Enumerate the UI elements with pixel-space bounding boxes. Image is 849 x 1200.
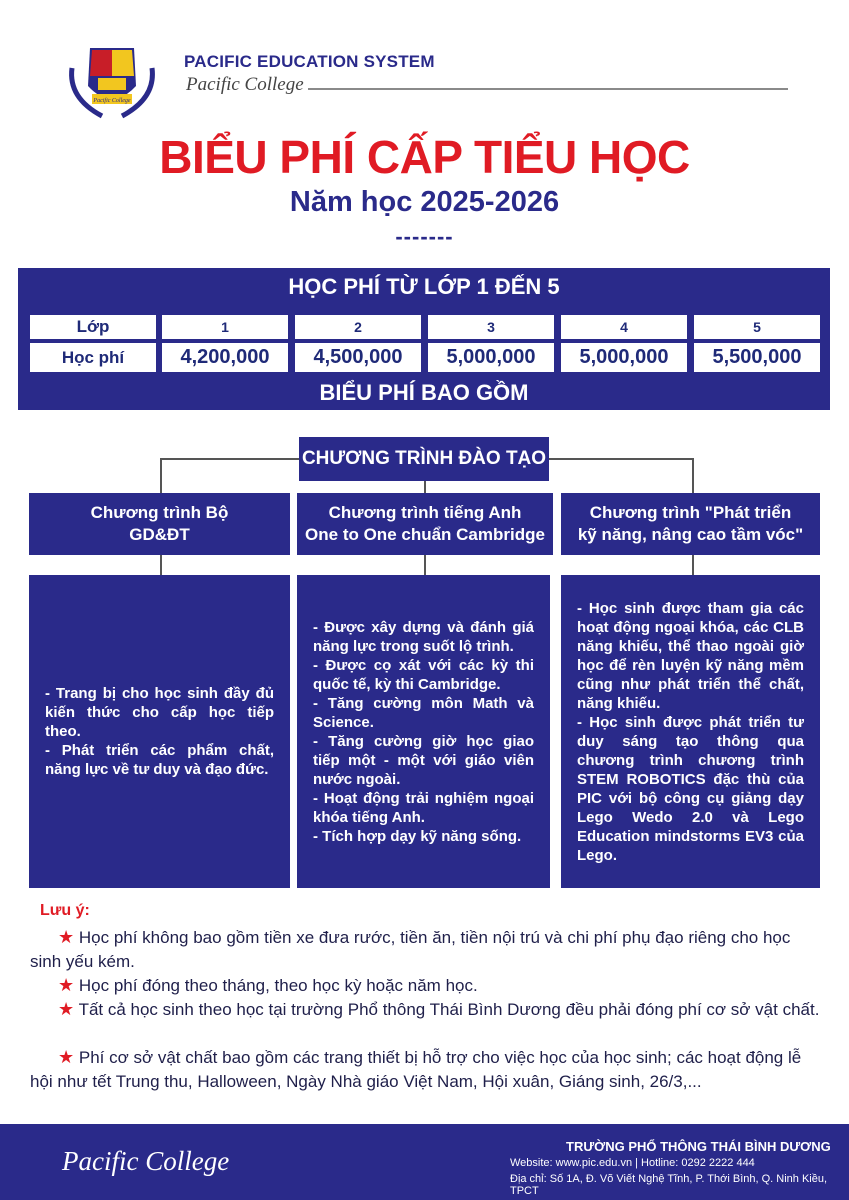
note-item: [30, 997, 825, 1022]
program-title: CHƯƠNG TRÌNH ĐÀO TẠO: [299, 437, 549, 481]
tree-connector: [424, 555, 426, 575]
title-divider: -------: [395, 224, 454, 249]
tuition-table: [18, 305, 830, 376]
column-title-moet: [29, 493, 290, 555]
column-body-moet: [29, 575, 290, 888]
fee-cell: 4,500,000: [295, 343, 421, 372]
footer-contact: Website: www.pic.edu.vn | Hotline: 0292 2222 444: [510, 1157, 755, 1169]
grade-cell: 2: [295, 315, 421, 339]
note-item: [30, 973, 825, 998]
grade-cell: 1: [162, 315, 288, 339]
tree-connector: [692, 458, 694, 493]
column-body-skills: [561, 575, 820, 888]
note-text: Học phí đóng theo tháng, theo học kỳ hoặc năm học.: [78, 976, 478, 995]
grade-cell: 3: [428, 315, 554, 339]
star-icon: ★: [58, 975, 75, 995]
note-text: Tất cả học sinh theo học tại trường Phổ thông Thái Bình Dương đều phải đóng phí cơ sở vật chất.: [78, 1000, 820, 1019]
column-title-text: Chương trình tiếng Anh One to One chuẩn Cambridge: [305, 503, 545, 544]
logo-caption: Pacific College: [93, 98, 131, 104]
footer-school-name: TRƯỜNG PHỔ THÔNG THÁI BÌNH DƯƠNG: [566, 1139, 831, 1154]
star-icon: ★: [58, 927, 75, 947]
brand-name: PACIFIC EDUCATION SYSTEM: [184, 52, 435, 71]
column-title-text: Chương trình Bộ GD&ĐT: [90, 503, 229, 544]
header-divider: [308, 88, 788, 90]
column-title-english: [297, 493, 553, 555]
tree-connector: [160, 458, 162, 493]
fee-cell: 5,500,000: [694, 343, 820, 372]
grade-cell: 4: [561, 315, 687, 339]
note-text: Phí cơ sở vật chất bao gồm các trang thiết bị hỗ trợ cho việc học của học sinh; các hoạt động lễ hội như tết Trung thu, Halloween, Ngày Nhà giáo Việt Nam, Hội xuân, Giáng sinh, 26/3,...: [30, 1048, 802, 1091]
note-item: [30, 925, 825, 974]
column-body-text: - Được xây dựng và đánh giá năng lực trong suốt lộ trình. - Được cọ xát với các kỳ thi quốc tế, kỳ thi Cambridge. - Tăng cường môn Math và Science. - Tăng cường giờ học giao tiếp một - một với giáo viên nước ngoài. - Hoạt động trải nghiệm ngoại khóa tiếng Anh. - Tích hợp dạy kỹ năng sống.: [313, 618, 534, 845]
tuition-heading: HỌC PHÍ TỪ LỚP 1 ĐẾN 5: [18, 268, 830, 305]
notes-label: Lưu ý:: [40, 902, 90, 919]
brand-college: Pacific College: [186, 74, 304, 95]
footer-college: Pacific College: [62, 1146, 230, 1176]
tree-connector: [692, 555, 694, 575]
tree-connector: [160, 555, 162, 575]
page-title: BIỂU PHÍ CẤP TIỂU HỌC: [159, 131, 690, 183]
column-title-text: Chương trình "Phát triển kỹ năng, nâng cao tầm vóc": [577, 503, 804, 544]
fee-cell: 4,200,000: [162, 343, 288, 372]
star-icon: ★: [58, 1047, 75, 1067]
school-logo: [62, 38, 162, 122]
star-icon: ★: [58, 999, 75, 1019]
fee-label: Học phí: [30, 343, 156, 372]
grade-label: Lớp: [30, 315, 156, 339]
column-body-text: - Trang bị cho học sinh đầy đủ kiến thức cho cấp học tiếp theo. - Phát triển các phẩm chất, năng lực về tư duy và đạo đức.: [45, 685, 274, 778]
fee-cell: 5,000,000: [561, 343, 687, 372]
column-body-english: [297, 575, 550, 888]
footer-address: Địa chỉ: Số 1A, Đ. Võ Viết Nghệ Tĩnh, P. Thới Bình, Q. Ninh Kiều, TPCT: [510, 1173, 828, 1197]
includes-heading: BIỂU PHÍ BAO GỒM: [18, 376, 830, 410]
grade-cell: 5: [694, 315, 820, 339]
column-body-text: - Học sinh được tham gia các hoạt động ngoại khóa, các CLB năng khiếu, thể thao ngoài giờ học để rèn luyện kỹ năng mềm cũng như phát triển thể chất, năng khiếu. - Học sinh được phát triển tư duy sáng tạo thông qua chương trình chương trình STEM ROBOTICS đặc thù của PIC với bộ công cụ giảng dạy Lego Wedo 2.0 và Lego Education mindstorms EV3 của Lego.: [577, 599, 804, 864]
note-text: Học phí không bao gồm tiền xe đưa rước, tiền ăn, tiền nội trú và chi phí phụ đạo riêng cho học sinh yếu kém.: [30, 928, 791, 971]
fee-cell: 5,000,000: [428, 343, 554, 372]
column-title-skills: [561, 493, 820, 555]
tree-connector: [424, 481, 426, 493]
note-item: [30, 1045, 825, 1094]
school-year: Năm học 2025-2026: [289, 186, 560, 218]
